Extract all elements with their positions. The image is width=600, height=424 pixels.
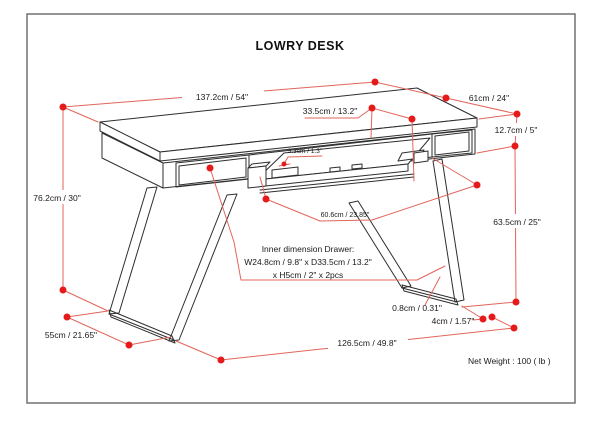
dim-tray-depth-label: 33.5cm / 13.2" xyxy=(302,106,358,116)
drawer-note-line1: Inner dimension Drawer: xyxy=(261,244,355,254)
frame-border xyxy=(27,14,575,403)
dim-height-label: 76.2cm / 30" xyxy=(33,193,81,203)
page-title: LOWRY DESK xyxy=(255,39,345,53)
tray-right-rail xyxy=(414,151,428,163)
tray-clip-1 xyxy=(330,167,340,172)
dim-base-width-label: 126.5cm / 49.8" xyxy=(337,338,397,348)
dim-tray-width-label: 60.6cm / 23.85" xyxy=(320,212,370,219)
dim-tray-front-label: 3.3cm / 1.3" xyxy=(287,148,323,155)
dim-top-thickness-label: 12.7cm / 5" xyxy=(494,125,538,135)
dim-clearance-label: 63.5cm / 25" xyxy=(493,217,541,227)
drawer-note-line3: x H5cm / 2" x 2pcs xyxy=(272,270,344,280)
dim-base-depth-label: 55cm / 21.65" xyxy=(44,330,98,340)
dim-top-depth-label: 61cm / 24" xyxy=(468,93,510,103)
dim-top-width-label: 137.2cm / 54" xyxy=(195,92,249,102)
tray-clip-2 xyxy=(352,164,362,169)
dim-leg-thickness-label: 0.8cm / 0.31" xyxy=(392,303,442,313)
net-weight-label: Net Weight : 100 ( lb ) xyxy=(468,356,551,366)
dim-leg-width-label: 4cm / 1.57" xyxy=(431,316,475,326)
drawer-note-line2: W24.8cm / 9.8" x D33.5cm / 13.2" xyxy=(244,257,372,267)
tray-left-bracket xyxy=(248,166,266,188)
